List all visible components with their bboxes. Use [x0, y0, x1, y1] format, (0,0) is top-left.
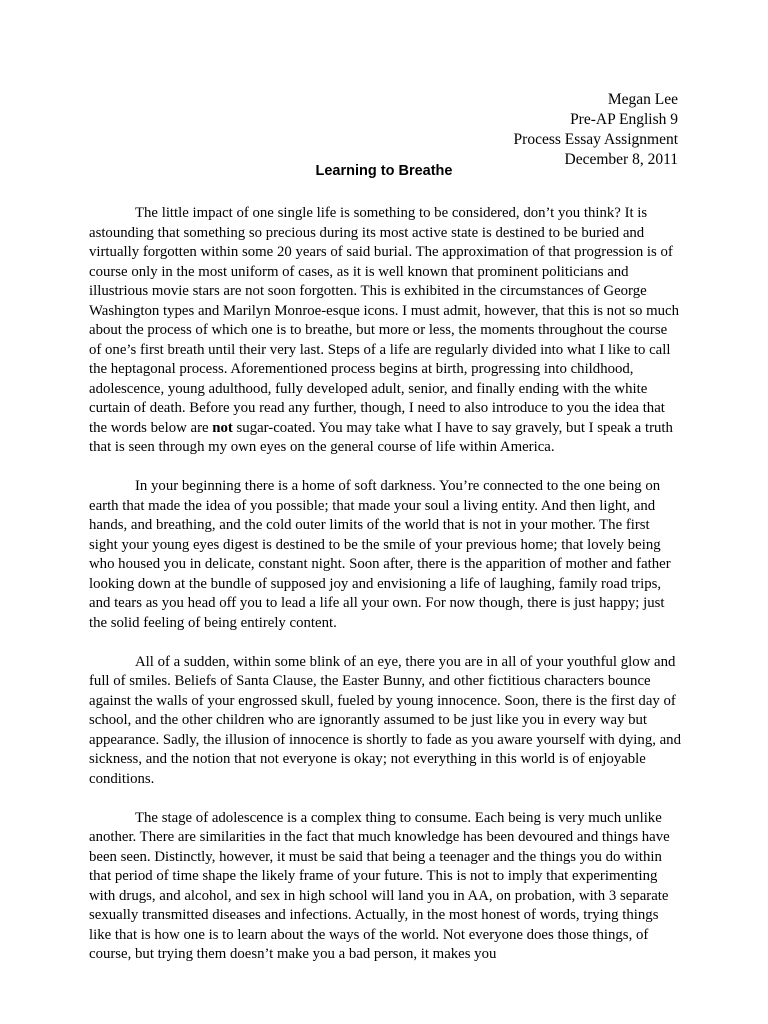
document-date: December 8, 2011: [564, 151, 678, 168]
author-name: Megan Lee: [607, 91, 678, 108]
paragraph-birth: In your beginning there is a home of soft darkness. You’re connected to the one being on earth that made the idea of you possible; that made your soul a living entity. And then light, and hands, and breathing, and the cold outer limits of the world that is not in your mother. The first sight your young eyes digest is destined to be the smile of your previous home; that lovely being who housed you in delicate, constant night. Soon after, there is the apparition of mother and father looking down at the bundle of supposed joy and envisioning a life of laughing, family road trips, and tears as you head off you to lead a life all your own. For now though, there is just happy; just the solid feeling of being entirely content.: [89, 478, 671, 631]
paragraph-text: sugar-coated. You may take what I have to say gravely, but I speak a truth that is seen through my own eyes on the general course of life within America.: [89, 419, 673, 455]
paragraph-text: The little impact of one single life is something to be considered, don’t you think? It is astounding that something so precious during its most active state is destined to be buried and virtually forgotten within some 20 years of said burial. The approximation of that progression is of course only in the most uniform of cases, as it is well known that prominent politicians and illustrious movie stars are not soon forgotten. This is exhibited in the circumstances of George Washington types and Marilyn Monroe-esque icons. I must admit, however, that this is not so much about the process of which one is to breathe, but more or less, the moments throughout the course of one’s first breath until their very last. Steps of a life are regularly divided into what I like to call the heptagonal process. Aforementioned process begins at birth, progressing into childhood, adolescence, young adulthood, fully developed adult, senior, and finally ending with the white curtain of death. Before you read any further, though, I need to also introduce to you the idea that the words below are: [89, 205, 680, 436]
essay-title: Learning to Breathe: [315, 163, 453, 179]
course-name: Pre-AP English 9: [570, 111, 678, 128]
assignment-name: Process Essay Assignment: [513, 131, 678, 148]
header-block: [514, 90, 678, 170]
paragraph-introduction: [89, 204, 681, 458]
essay-body: [89, 204, 681, 984]
emphasis-text: not: [212, 419, 233, 436]
paragraph-adolescence: The stage of adolescence is a complex thing to consume. Each being is very much unlike another. There are similarities in the fact that much knowledge has been devoured and things have been seen. Distinctly, however, it must be said that being a teenager and the things you do within that period of time shape the likely frame of your future. This is not to imply that experimenting with drugs, and alcohol, and sex in high school will land you in AA, on probation, with 3 separate sexually transmitted diseases and infections. Actually, in the most honest of words, trying things like that is how one is to learn about the ways of the world. Not everyone does those things, of course, but trying them doesn’t make you a bad person, it makes you: [89, 809, 670, 962]
paragraph-childhood: All of a sudden, within some blink of an eye, there you are in all of your youthful glow and full of smiles. Beliefs of Santa Clause, the Easter Bunny, and other fictitious characters bounce against the walls of your engrossed skull, fueled by young innocence. Soon, there is the first day of school, and the other children who are ignorantly assumed to be just like you in every way but appearance. Sadly, the illusion of innocence is shortly to fade as you aware yourself with dying, and sickness, and the notion that not everyone is okay; not everything in this world is of enjoyable conditions.: [89, 653, 681, 787]
